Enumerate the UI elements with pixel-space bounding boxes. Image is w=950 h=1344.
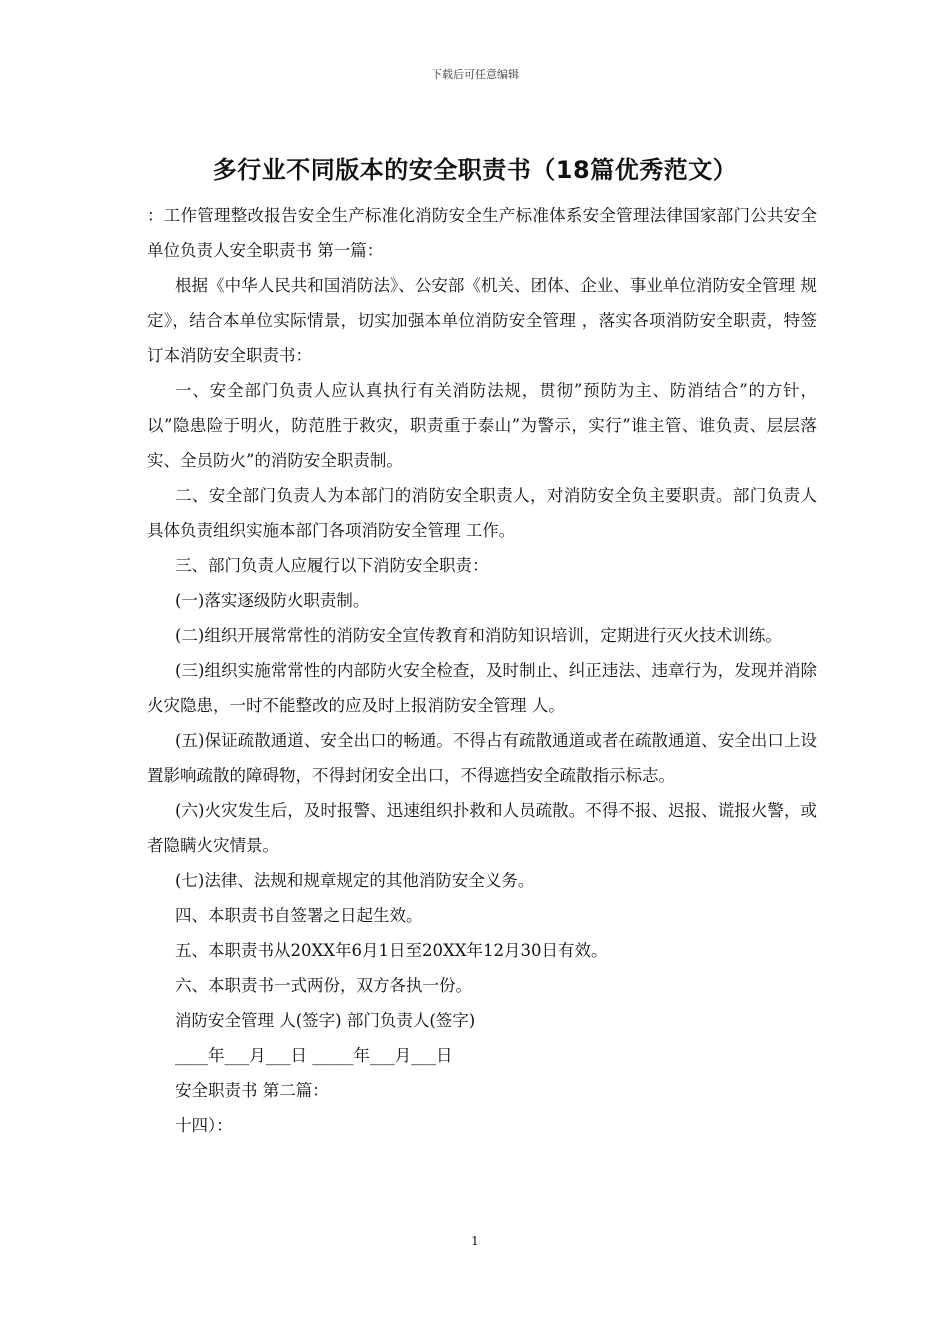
paragraph-subitem-5: (五)保证疏散通道、安全出口的畅通。不得占有疏散通道或者在疏散通道、安全出口上设置影响疏散的障碍物，不得封闭安全出口，不得遮挡安全疏散指示标志。: [147, 731, 817, 785]
signature-line: 消防安全管理 人(签字) 部门负责人(签字): [175, 1011, 476, 1030]
header-note: 下载后可任意编辑: [431, 68, 519, 81]
paragraph-item-4: 四、本职责书自签署之日起生效。: [175, 906, 423, 925]
paragraph-item-6: 六、本职责书一式两份，双方各执一份。: [175, 976, 472, 995]
date-line: ____年___月___日 _____年___月___日: [175, 1046, 453, 1065]
paragraph-item-1: 一、安全部门负责人应认真执行有关消防法规，贯彻”预防为主、防消结合”的方针，以”隐患险于明火，防范胜于救灾，职责重于泰山”为警示，实行”谁主管、谁负责、层层落实、全员防火”的消防安全职责制。: [147, 381, 817, 470]
page-number: 1: [471, 1234, 479, 1248]
paragraph-subitem-2: (二)组织开展常常性的消防安全宣传教育和消防知识培训，定期进行灭火技术训练。: [175, 626, 782, 645]
document-title: 多行业不同版本的安全职责书（18篇优秀范文）: [212, 156, 738, 184]
paragraph-fragment: 十四）：: [175, 1116, 233, 1135]
paragraph-basis: 根据《中华人民共和国消防法》、公安部《机关、团体、企业、事业单位消防安全管理 规定》，结合本单位实际情景，切实加强本单位消防安全管理 ，落实各项消防安全职责，特签订本消防安全职责书：: [147, 276, 817, 365]
paragraph-subitem-3: (三)组织实施常常性的内部防火安全检查，及时制止、纠正违法、违章行为，发现并消除火灾隐患，一时不能整改的应及时上报消防安全管理 人。: [147, 661, 817, 715]
document-body: [147, 198, 817, 1143]
paragraph-intro: ：工作管理整改报告安全生产标准化消防安全生产标准体系安全管理法律国家部门公共安全单位负责人安全职责书 第一篇：: [147, 206, 817, 260]
section-heading-2: 安全职责书 第二篇：: [175, 1081, 329, 1100]
paragraph-subitem-1: (一)落实逐级防火职责制。: [175, 591, 370, 610]
paragraph-subitem-7: (七)法律、法规和规章规定的其他消防安全义务。: [175, 871, 535, 890]
paragraph-item-2: 二、安全部门负责人为本部门的消防安全职责人，对消防安全负主要职责。部门负责人具体负责组织实施本部门各项消防安全管理 工作。: [147, 486, 817, 540]
paragraph-item-3: 三、部门负责人应履行以下消防安全职责：: [175, 556, 489, 575]
paragraph-item-5: 五、本职责书从20XX年6月1日至20XX年12月30日有效。: [175, 941, 608, 960]
paragraph-subitem-6: (六)火灾发生后，及时报警、迅速组织扑救和人员疏散。不得不报、迟报、谎报火警，或者隐瞒火灾情景。: [147, 801, 817, 855]
